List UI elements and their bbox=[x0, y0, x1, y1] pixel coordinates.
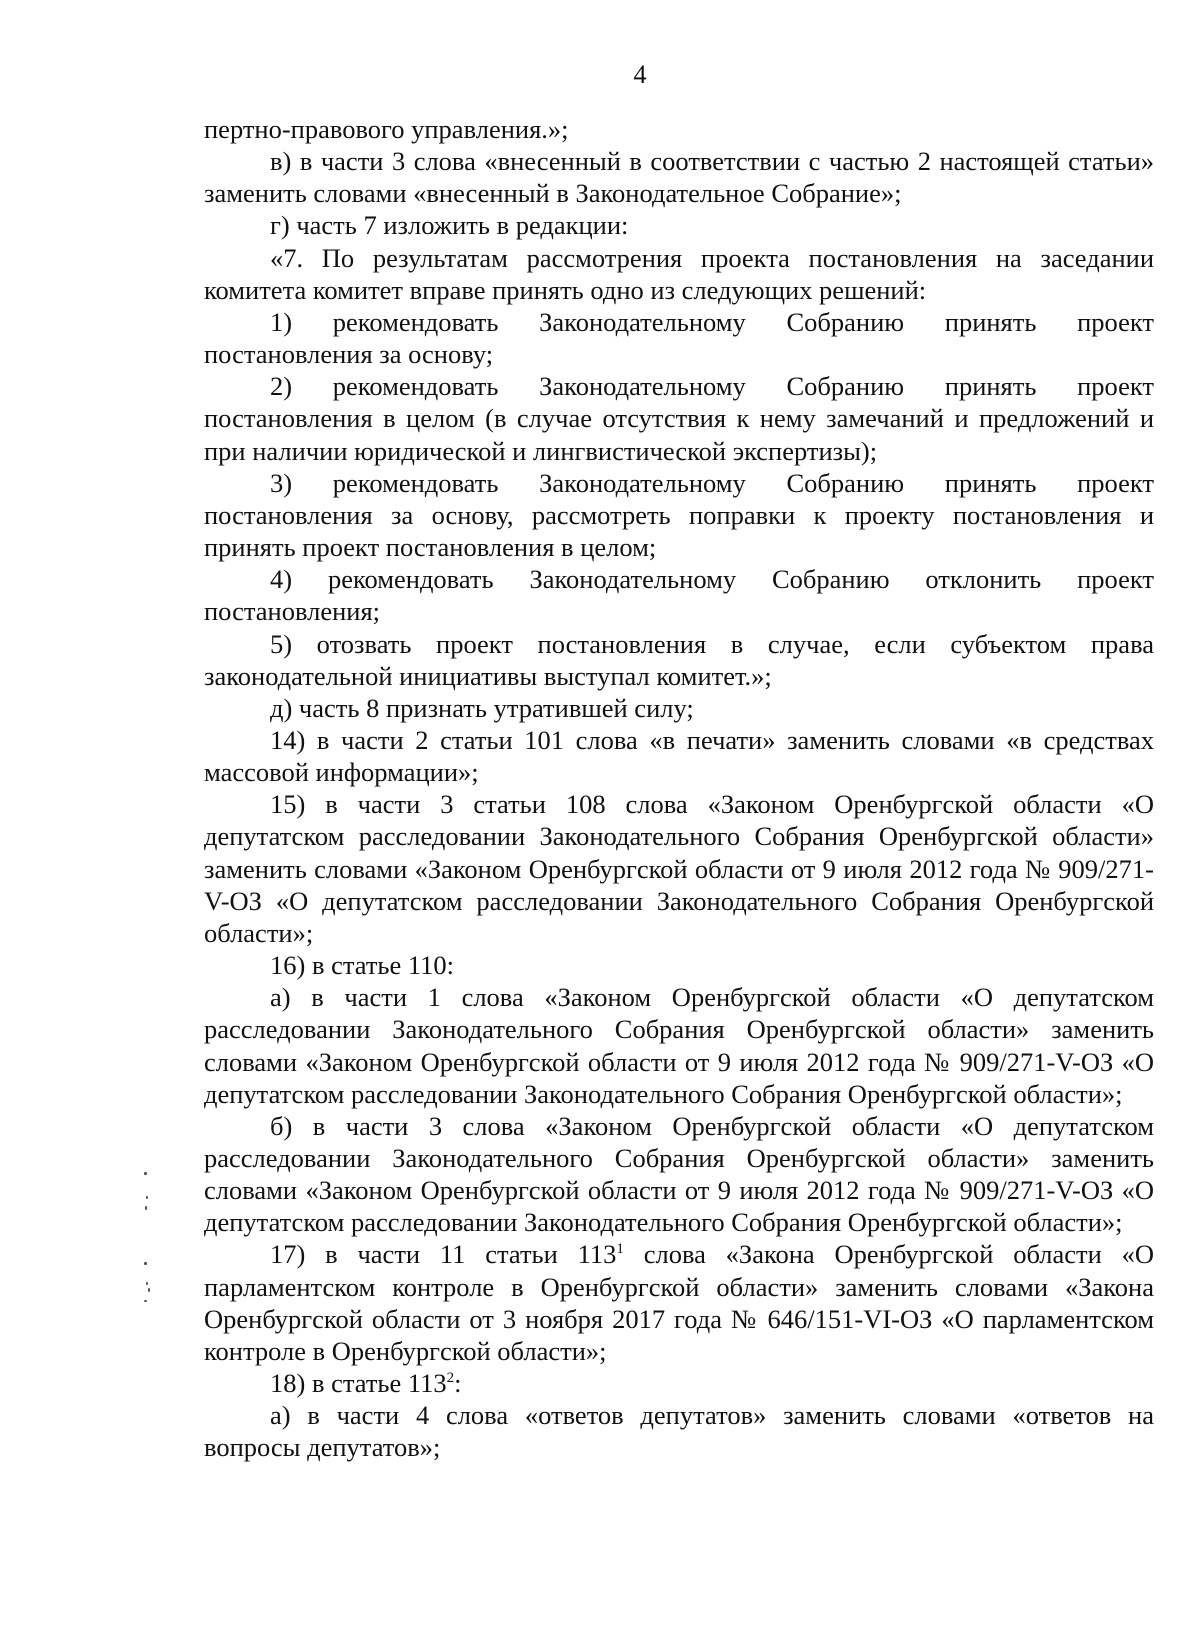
paragraph-decision-5: 5) отозвать проект постановления в случае, если субъектом права законодательной инициативы выступал комитет.»; bbox=[204, 628, 1154, 691]
paragraph-part-7-text: «7. По результатам рассмотрения проекта постановления на заседании комитета комитет вправе принять одно из следующих решений: bbox=[204, 242, 1154, 305]
paragraph-point-14: 14) в части 2 статьи 101 слова «в печати» заменить словами «в средствах массовой информации»; bbox=[204, 724, 1154, 788]
paragraph-point-15: 15) в части 3 статьи 108 слова «Законом Оренбургской области «О депутатском расследовании Законодательного Собрания Оренбургской области» заменить словами «Законом Оренбургской области от 9 июля 2012 года № 909/271-V-ОЗ «О депутатском расследовании Законодательного Собрания Оренбургской области»; bbox=[204, 789, 1154, 948]
speck bbox=[148, 1288, 150, 1292]
superscript-1: 1 bbox=[616, 1241, 624, 1258]
paragraph-point-18-start: 18) в статье 113 bbox=[270, 1368, 447, 1399]
speck bbox=[146, 1282, 148, 1285]
paragraph-point-17-end: слова «Закона Оренбургской области «О парламентском контроле в Оренбургской области» заменить словами «Закона Оренбургской области от 3 ноября 2017 года № 646/151-VI-ОЗ «О парламентском контроле в Оренбургской области»; bbox=[204, 1239, 1154, 1366]
paragraph-point-17 bbox=[204, 1238, 1154, 1367]
paragraph-decision-3: 3) рекомендовать Законодательному Собранию принять проект постановления за основу, рассмотреть поправки к проекту постановления и принять проект постановления в целом; bbox=[204, 467, 1154, 563]
page-number: 4 bbox=[633, 60, 647, 89]
paragraph-point-18-end: : bbox=[454, 1368, 462, 1399]
speck bbox=[144, 1172, 147, 1175]
paragraph-point-16: 16) в статье 110: bbox=[270, 950, 455, 981]
speck bbox=[146, 1196, 148, 1199]
paragraph-point-18 bbox=[204, 1367, 1154, 1399]
scan-margin-specks bbox=[136, 1172, 156, 1312]
paragraph-item-g-part-7: г) часть 7 изложить в редакции: bbox=[270, 210, 629, 241]
paragraph-point-18-a: а) в части 4 слова «ответов депутатов» заменить словами «ответов на вопросы депутатов»; bbox=[204, 1400, 1154, 1463]
paragraph-continuation: пертно-правового управления.»; bbox=[204, 114, 569, 144]
paragraph-item-v-part-3: в) в части 3 слова «внесенный в соответствии с частью 2 настоящей статьи» заменить словами «внесенный в Законодательное Собрание»; bbox=[204, 146, 1154, 209]
document-body bbox=[204, 113, 1154, 1464]
paragraph-decision-4: 4) рекомендовать Законодательному Собранию отклонить проект постановления; bbox=[204, 564, 1154, 627]
speck bbox=[144, 1262, 147, 1265]
paragraph-decision-1: 1) рекомендовать Законодательному Собранию принять проект постановления за основу; bbox=[204, 306, 1154, 370]
superscript-2: 2 bbox=[446, 1370, 455, 1387]
speck bbox=[145, 1206, 147, 1210]
paragraph-point-16-a: а) в части 1 слова «Законом Оренбургской области «О депутатском расследовании Законодательного Собрания Оренбургской области» заменить словами «Законом Оренбургской области от 9 июля 2012 года № 909/271-V-ОЗ «О депутатском расследовании Законодательного Собрания Оренбургской области»; bbox=[204, 982, 1154, 1109]
paragraph-point-16-b: б) в части 3 слова «Законом Оренбургской области «О депутатском расследовании Законодательного Собрания Оренбургской области» заменить словами «Законом Оренбургской области от 9 июля 2012 года № 909/271-V-ОЗ «О депутатском расследовании Законодательного Собрания Оренбургской области»; bbox=[204, 1110, 1154, 1238]
speck bbox=[144, 1300, 147, 1302]
paragraph-item-d-part-8: д) часть 8 признать утратившей силу; bbox=[270, 692, 694, 723]
paragraph-point-17-start: 17) в части 11 статьи 113 bbox=[270, 1239, 617, 1270]
paragraph-decision-2: 2) рекомендовать Законодательному Собранию принять проект постановления в целом (в случае отсутствия к нему замечаний и предложений и при наличии юридической и лингвистической экспертизы); bbox=[204, 371, 1154, 466]
